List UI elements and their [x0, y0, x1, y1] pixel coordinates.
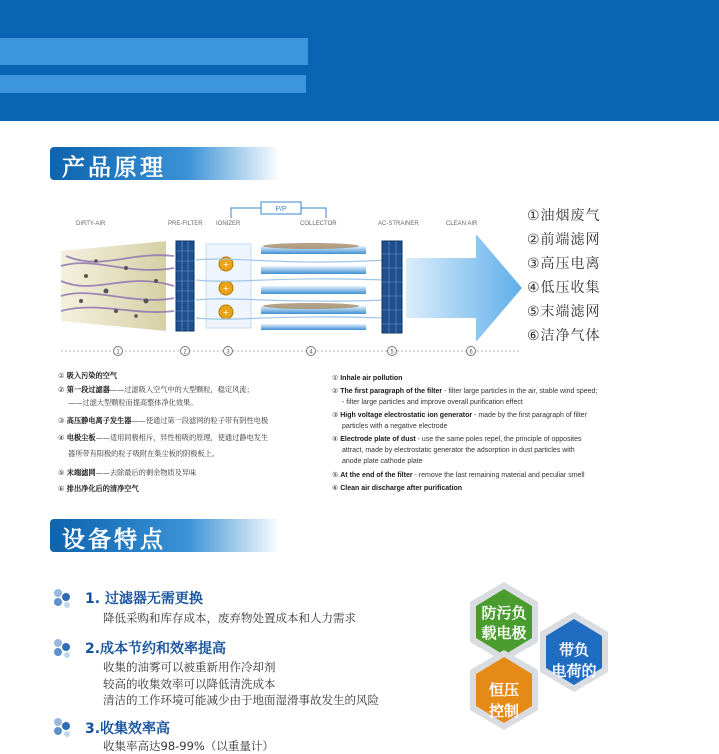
feature-text: 较高的收集效率可以降低清洗成本	[103, 677, 276, 691]
feature-bullet-icon	[50, 715, 74, 739]
step-number: 4	[309, 349, 313, 356]
feature-bullet-icon	[50, 586, 74, 610]
legend-item: ⑥洁净气体	[527, 328, 601, 344]
step-number: 6	[469, 349, 473, 356]
description-line: ⑥ 排出净化后的清净空气	[58, 484, 139, 493]
legend-item: ⑤末端滤网	[527, 304, 601, 320]
description-line: ⑤ At the end of the filter - remove the last remaining material and peculiar smell	[332, 472, 585, 479]
feature-text: 收集率高达98-99%（以重量计）	[103, 739, 274, 753]
svg-text:+: +	[222, 308, 230, 317]
header-stripe	[0, 75, 306, 93]
description-line: ⑥ Clean air discharge after purification	[332, 485, 462, 492]
feature-text: 收集的油雾可以被重新用作冷却剂	[103, 660, 276, 674]
step-number: 1	[116, 349, 120, 356]
section-title-principle	[50, 147, 280, 180]
feature-bullet-icon	[50, 636, 74, 660]
description-line: ① 吸入污染的空气	[58, 371, 118, 380]
legend-item: ①油烟废气	[527, 208, 601, 224]
feature-heading: 3.收集效率高	[85, 721, 171, 737]
description-line: ② 第一段过滤器——过滤吸入空气中的大型颗粒，稳定风流；	[58, 385, 254, 394]
description-line: ③ 高压静电离子发生器——使通过第一段滤网的粒子带有阴性电极	[58, 416, 269, 425]
section-title-text: 设备特点	[62, 527, 166, 553]
description-line: 器所带有阳极的粒子吸附在集尘板的阴极板上。	[68, 449, 219, 458]
description-line: particles with a negative electrode	[342, 423, 448, 430]
description-line: ④ Electrode plate of dust - use the same poles repel, the principle of opposites	[332, 436, 582, 443]
feature-text: 降低采购和库存成本，废弃物处置成本和人力需求	[103, 611, 356, 625]
step-number: 2	[183, 349, 187, 356]
description-line: attract, made by electrostatic generator the adsorption in dust particles with	[342, 447, 575, 454]
badge-label: 载电极	[481, 624, 527, 642]
feature-heading: 1. 过滤器无需更换	[85, 591, 203, 607]
stage-label-pre-filter: PRE-FILTER	[168, 221, 203, 227]
badge-label: 恒压	[488, 681, 520, 699]
badge-label: 防污负	[481, 604, 527, 622]
description-line: ④ 电极尘板——适用同极相斥，异性相吸的原理，使通过静电发生	[58, 433, 269, 442]
feature-heading: 2.成本节约和效率提高	[85, 641, 227, 657]
svg-text:+: +	[222, 260, 230, 269]
section-title-features	[50, 519, 280, 552]
power-label: P/P	[275, 206, 287, 213]
stage-label-dirty-air: DIRTY-AIR	[76, 221, 106, 227]
header-banner	[0, 0, 719, 121]
filtration-diagram	[56, 196, 526, 366]
header-stripe	[0, 38, 308, 65]
step-number: 5	[390, 349, 394, 356]
badge-label: 控制	[488, 702, 520, 720]
description-line: anode plate cathode plate	[342, 458, 423, 465]
legend-item: ②前端滤网	[527, 232, 601, 248]
clean-air-arrow	[406, 234, 522, 342]
description-line: ③ High voltage electrostatic ion generator - made by the first paragraph of filter	[332, 412, 587, 419]
stage-label-clean-air: CLEAN AIR	[446, 221, 478, 227]
feature-text: 清洁的工作环境可能减少由于地面湿滑事故发生的风险	[103, 693, 379, 707]
stage-label-collector: COLLECTOR	[300, 221, 337, 227]
ac-strainer	[382, 241, 402, 333]
ionizer-electrodes	[219, 257, 233, 319]
description-line: ① Inhale air pollution	[332, 375, 403, 382]
section-title-text: 产品原理	[62, 155, 166, 181]
badge-label: 电荷的	[551, 662, 597, 680]
legend-item: ④低压收集	[527, 280, 601, 296]
description-line: ——过滤大型颗粒而提高整体净化效果。	[68, 398, 198, 407]
stage-label-ac-strainer: AC-STRAINER	[378, 221, 419, 227]
step-number: 3	[226, 349, 230, 356]
badge-label: 带负	[558, 641, 590, 659]
description-line: - filter large particles and improve overall purification effect	[342, 399, 523, 406]
pre-filter	[176, 241, 194, 331]
svg-text:+: +	[222, 284, 230, 293]
description-line: ② The first paragraph of the filter - filter large particles in the air, stable wind speed;	[332, 388, 598, 395]
feature-badges	[448, 570, 638, 748]
stage-label-ionizer: IONIZER	[216, 221, 241, 227]
description-line: ⑤ 末端滤网——去除最后的剩余物质及异味	[58, 468, 197, 477]
legend-item: ③高压电离	[527, 256, 601, 272]
